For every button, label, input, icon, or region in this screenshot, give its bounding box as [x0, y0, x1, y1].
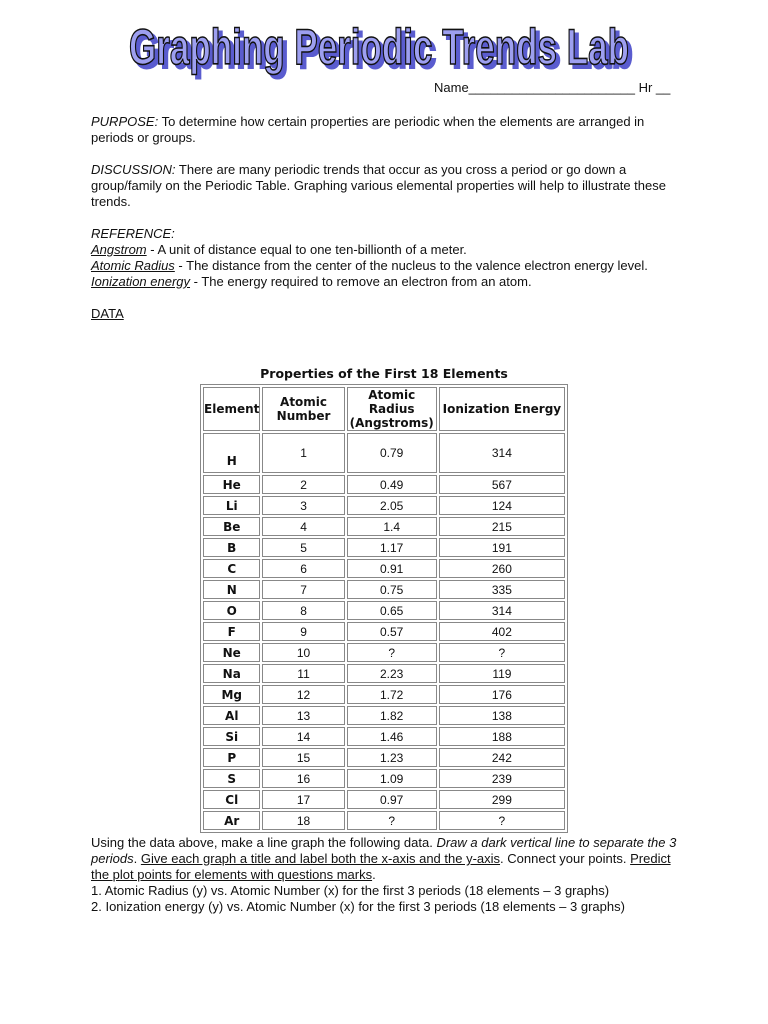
reference-term: Atomic Radius — [91, 258, 175, 273]
cell-atomic-number: 15 — [262, 748, 344, 767]
cell-atomic-number: 12 — [262, 685, 344, 704]
cell-element: Ne — [203, 643, 260, 662]
instructions-lead: Using the data above, make a line graph the following data. — [91, 835, 437, 850]
elements-table — [200, 384, 568, 833]
cell-element: Si — [203, 727, 260, 746]
cell-ionization-energy: 299 — [439, 790, 565, 809]
reference-section — [91, 226, 681, 290]
cell-element: C — [203, 559, 260, 578]
cell-ionization-energy: ? — [439, 643, 565, 662]
cell-element: S — [203, 769, 260, 788]
cell-atomic-radius: 0.49 — [347, 475, 437, 494]
header-atomic-radius: Atomic Radius (Angstroms) — [347, 387, 437, 431]
cell-atomic-radius: 0.65 — [347, 601, 437, 620]
table-row — [203, 601, 565, 620]
cell-ionization-energy: 124 — [439, 496, 565, 515]
name-hour-field: Name_______________________ Hr __ — [434, 80, 671, 95]
cell-atomic-number: 3 — [262, 496, 344, 515]
page-title — [120, 16, 640, 80]
cell-atomic-radius: 2.23 — [347, 664, 437, 683]
cell-ionization-energy: 191 — [439, 538, 565, 557]
cell-atomic-radius: ? — [347, 643, 437, 662]
intro-section — [91, 114, 681, 322]
question-1: 1. Atomic Radius (y) vs. Atomic Number (x) for the first 3 periods (18 elements – 3 graphs) — [91, 883, 610, 898]
table-row — [203, 790, 565, 809]
cell-element: Be — [203, 517, 260, 536]
table-body — [203, 433, 565, 830]
cell-ionization-energy: 242 — [439, 748, 565, 767]
instructions-mid: . Connect your points. — [500, 851, 631, 866]
title-shadow: Graphing Periodic Trends Lab — [133, 23, 633, 79]
cell-atomic-number: 5 — [262, 538, 344, 557]
cell-atomic-number: 11 — [262, 664, 344, 683]
cell-atomic-radius: 1.09 — [347, 769, 437, 788]
cell-atomic-number: 9 — [262, 622, 344, 641]
instructions-underline-1: Give each graph a title and label both the x-axis and the y-axis — [140, 851, 501, 866]
table-row — [203, 517, 565, 536]
cell-ionization-energy: 188 — [439, 727, 565, 746]
cell-atomic-number: 2 — [262, 475, 344, 494]
cell-element: B — [203, 538, 260, 557]
instructions-end: . — [372, 867, 376, 882]
table-row — [203, 727, 565, 746]
reference-definition: - The distance from the center of the nucleus to the valence electron energy level. — [174, 258, 648, 273]
reference-definition: - A unit of distance equal to one ten-billionth of a meter. — [146, 242, 467, 257]
reference-term: Angstrom — [91, 242, 147, 257]
cell-element: Mg — [203, 685, 260, 704]
cell-element: Na — [203, 664, 260, 683]
table-row — [203, 685, 565, 704]
cell-atomic-number: 6 — [262, 559, 344, 578]
cell-element: N — [203, 580, 260, 599]
data-label: DATA — [91, 306, 124, 321]
cell-ionization-energy: 314 — [439, 433, 565, 473]
cell-element: O — [203, 601, 260, 620]
cell-element: Ar — [203, 811, 260, 830]
cell-ionization-energy: 567 — [439, 475, 565, 494]
cell-atomic-radius: 1.23 — [347, 748, 437, 767]
cell-atomic-radius: 0.57 — [347, 622, 437, 641]
table-row — [203, 538, 565, 557]
title-text: Graphing Periodic Trends Lab — [129, 19, 629, 75]
instructions-section — [91, 835, 691, 915]
discussion-label: DISCUSSION: — [91, 162, 176, 177]
cell-ionization-energy: 314 — [439, 601, 565, 620]
cell-atomic-number: 14 — [262, 727, 344, 746]
cell-atomic-radius: ? — [347, 811, 437, 830]
table-row — [203, 811, 565, 830]
cell-element: Cl — [203, 790, 260, 809]
header-ionization-energy: Ionization Energy — [439, 387, 565, 431]
elements-table-section — [200, 366, 568, 833]
reference-item-angstrom — [91, 242, 681, 258]
instructions-after-italic: . — [133, 851, 141, 866]
cell-ionization-energy: 260 — [439, 559, 565, 578]
cell-atomic-number: 7 — [262, 580, 344, 599]
header-element: Element — [203, 387, 260, 431]
purpose-text: To determine how certain properties are periodic when the elements are arranged in periods or groups. — [91, 114, 645, 145]
table-row — [203, 559, 565, 578]
cell-atomic-number: 1 — [262, 433, 344, 473]
header-atomic-number: Atomic Number — [262, 387, 344, 431]
table-row — [203, 475, 565, 494]
cell-atomic-radius: 2.05 — [347, 496, 437, 515]
cell-atomic-radius: 1.17 — [347, 538, 437, 557]
reference-label: REFERENCE: — [91, 226, 175, 241]
cell-ionization-energy: 239 — [439, 769, 565, 788]
cell-atomic-number: 16 — [262, 769, 344, 788]
reference-definition: - The energy required to remove an electron from an atom. — [190, 274, 532, 289]
table-row — [203, 769, 565, 788]
table-row — [203, 748, 565, 767]
reference-term: Ionization energy — [91, 274, 191, 289]
table-row — [203, 622, 565, 641]
cell-ionization-energy: 402 — [439, 622, 565, 641]
table-row — [203, 664, 565, 683]
table-header-row — [203, 387, 565, 431]
cell-element: Al — [203, 706, 260, 725]
cell-atomic-radius: 1.82 — [347, 706, 437, 725]
cell-atomic-radius: 0.97 — [347, 790, 437, 809]
cell-ionization-energy: 138 — [439, 706, 565, 725]
discussion-paragraph — [91, 162, 681, 210]
table-row — [203, 580, 565, 599]
purpose-label: PURPOSE: — [91, 114, 159, 129]
cell-ionization-energy: 335 — [439, 580, 565, 599]
table-title: Properties of the First 18 Elements — [260, 366, 508, 381]
cell-ionization-energy: ? — [439, 811, 565, 830]
table-row — [203, 496, 565, 515]
cell-element: H — [203, 433, 260, 473]
cell-atomic-number: 8 — [262, 601, 344, 620]
table-row — [203, 706, 565, 725]
cell-element: Li — [203, 496, 260, 515]
cell-atomic-radius: 1.72 — [347, 685, 437, 704]
cell-element: He — [203, 475, 260, 494]
cell-element: F — [203, 622, 260, 641]
cell-atomic-number: 13 — [262, 706, 344, 725]
cell-ionization-energy: 215 — [439, 517, 565, 536]
cell-element: P — [203, 748, 260, 767]
cell-atomic-number: 17 — [262, 790, 344, 809]
question-2: 2. Ionization energy (y) vs. Atomic Number (x) for the first 3 periods (18 elements – 3 graphs) — [91, 899, 625, 914]
reference-item-ionization — [91, 274, 681, 290]
cell-atomic-number: 4 — [262, 517, 344, 536]
instructions-italic: Draw a dark vertical line to separate the 3 periods — [91, 835, 677, 866]
table-row — [203, 433, 565, 473]
cell-ionization-energy: 176 — [439, 685, 565, 704]
cell-atomic-radius: 0.79 — [347, 433, 437, 473]
cell-atomic-radius: 1.4 — [347, 517, 437, 536]
instructions-underline-2: Predict the plot points for elements with questions marks — [91, 851, 671, 882]
discussion-text: There are many periodic trends that occur as you cross a period or go down a group/family on the Periodic Table. Graphing various elemental properties will help to illustrate these trends. — [91, 162, 666, 209]
cell-atomic-radius: 1.46 — [347, 727, 437, 746]
instructions-paragraph — [91, 835, 691, 883]
purpose-paragraph — [91, 114, 681, 146]
cell-atomic-radius: 0.91 — [347, 559, 437, 578]
cell-atomic-radius: 0.75 — [347, 580, 437, 599]
cell-ionization-energy: 119 — [439, 664, 565, 683]
cell-atomic-number: 10 — [262, 643, 344, 662]
cell-atomic-number: 18 — [262, 811, 344, 830]
reference-item-atomic-radius — [91, 258, 681, 274]
table-row — [203, 643, 565, 662]
